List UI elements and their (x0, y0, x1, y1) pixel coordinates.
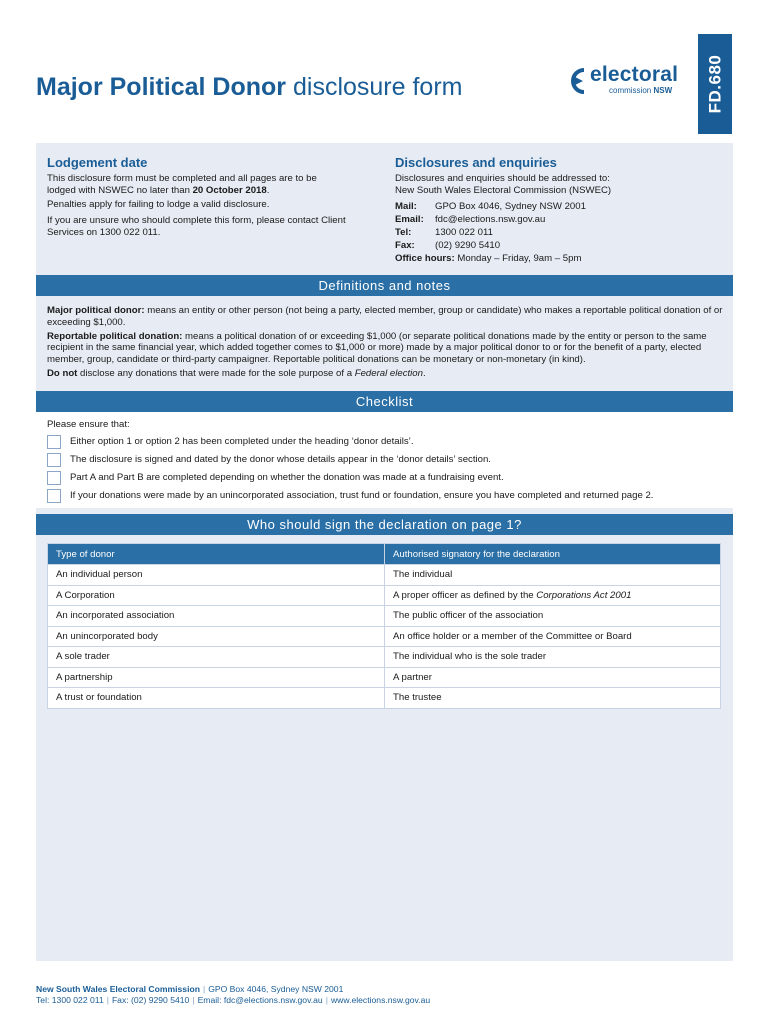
title-bold: Major Political Donor (36, 73, 287, 101)
footer-fax: Fax: (02) 9290 5410 (111, 995, 190, 1005)
signatory-cell: The individual (385, 565, 721, 586)
def3-term: Do not (47, 367, 78, 379)
checklist-item-label: Part A and Part B are completed depending on whether the donation was made at a fundraising event. (70, 472, 504, 483)
logo-sub-light: commission (609, 86, 652, 95)
form-code-tab (698, 34, 732, 134)
footer-address: GPO Box 4046, Sydney NSW 2001 (208, 984, 344, 994)
logo-word: electoral (590, 63, 679, 86)
donor-type-cell: A partnership (48, 667, 385, 688)
mail-label: Mail: (395, 201, 417, 212)
signatory-cell: The individual who is the sole trader (385, 647, 721, 668)
table-header-row (48, 544, 721, 565)
column-header-donor-type: Type of donor (48, 544, 385, 565)
checkbox[interactable] (47, 471, 61, 485)
def3-end: . (422, 367, 426, 379)
checklist-heading: Checklist (36, 391, 733, 412)
checklist-item-label: If your donations were made by an unincorporated association, trust fund or foundation, ensure you have completed and returned page 2. (70, 490, 654, 501)
enquiries-intro: Disclosures and enquiries should be addressed to: (395, 173, 610, 184)
checkbox[interactable] (47, 435, 61, 449)
form-panel (36, 143, 733, 961)
signatory-cell: An office holder or a member of the Committee or Board (385, 626, 721, 647)
fax-row (395, 240, 500, 252)
column-header-signatory: Authorised signatory for the declaration (385, 544, 721, 565)
contact-note: If you are unsure who should complete this form, please contact Client Services on 1300 022 011. (47, 215, 346, 238)
donor-type-cell: An incorporated association (48, 606, 385, 627)
footer-org: New South Wales Electoral Commission (36, 984, 200, 994)
logo-sub-bold: NSW (653, 86, 673, 95)
signatory-cell: A partner (385, 667, 721, 688)
mail-row (395, 201, 586, 213)
lodgement-end: . (266, 185, 270, 196)
footer-separator: | (325, 995, 328, 1005)
lodgement-text: This disclosure form must be completed and all pages are to be lodged with NSWEC no later than (47, 173, 317, 196)
tel-row (395, 227, 493, 239)
footer-line-1 (36, 984, 430, 995)
info-section (36, 143, 733, 271)
def3-text: disclose any donations that were made for the sole purpose of a (77, 367, 355, 379)
footer-line-2 (36, 995, 430, 1006)
table-row (48, 565, 721, 586)
table-row (48, 688, 721, 709)
tel-value: 1300 022 011 (435, 227, 493, 238)
table-row (48, 647, 721, 668)
footer-separator: | (106, 995, 109, 1005)
def1-text: means an entity or other person (not being a party, elected member, group or candidate) who makes a reportable political donation of or exceeding $1,000. (47, 305, 723, 328)
tel-label: Tel: (395, 227, 412, 238)
donor-type-cell: An individual person (48, 565, 385, 586)
email-row (395, 214, 545, 226)
signatory-cell: The public officer of the association (385, 606, 721, 627)
table-row (48, 585, 721, 606)
table-row (48, 626, 721, 647)
fax-value: (02) 9290 5410 (435, 240, 501, 251)
definition-reportable (47, 331, 725, 366)
signatory-table (47, 543, 721, 709)
checklist-item-label: Either option 1 or option 2 has been completed under the heading ‘donor details’. (70, 436, 414, 447)
lodgement-deadline (47, 173, 347, 197)
title-light: disclosure form (292, 73, 463, 101)
page-title (36, 73, 462, 102)
signatory-cell (385, 585, 721, 606)
donor-type-cell: A trust or foundation (48, 688, 385, 709)
donor-type-cell: A Corporation (48, 585, 385, 606)
logo-mark-icon (566, 66, 590, 96)
hours-label: Office hours: (395, 253, 455, 264)
enquiries-org: New South Wales Electoral Commission (NSWEC) (395, 185, 612, 196)
table-row (48, 667, 721, 688)
def1-term: Major political donor: (47, 305, 145, 316)
enquiries-heading: Disclosures and enquiries (395, 155, 557, 170)
donor-type-cell: An unincorporated body (48, 626, 385, 647)
form-code: FD.680 (705, 54, 724, 114)
definition-federal-note (47, 368, 725, 380)
hours-value: Monday – Friday, 9am – 5pm (457, 253, 582, 264)
footer-email[interactable]: Email: fdc@elections.nsw.gov.au (197, 995, 323, 1005)
checkbox[interactable] (47, 453, 61, 467)
logo-subtitle (609, 86, 672, 95)
definitions-body (47, 305, 725, 382)
footer-website-link[interactable]: www.elections.nsw.gov.au (330, 995, 431, 1005)
table-row (48, 606, 721, 627)
footer-tel: Tel: 1300 022 011 (36, 995, 104, 1005)
mail-value: GPO Box 4046, Sydney NSW 2001 (435, 201, 586, 212)
footer-separator: | (202, 984, 206, 994)
penalties-note: Penalties apply for failing to lodge a valid disclosure. (47, 199, 270, 210)
checklist-item-label: The disclosure is signed and dated by the donor whose details appear in the ‘donor details’ section. (70, 454, 491, 465)
checkbox[interactable] (47, 489, 61, 503)
lodgement-date: 20 October 2018 (192, 185, 267, 196)
checklist-intro: Please ensure that: (47, 419, 130, 430)
corporations-act: Corporations Act 2001 (536, 589, 632, 601)
signatory-text: A proper officer as defined by the (393, 589, 537, 601)
fax-label: Fax: (395, 240, 415, 251)
def2-term: Reportable political donation: (47, 330, 183, 342)
definition-major-donor (47, 305, 725, 329)
donor-type-cell: A sole trader (48, 647, 385, 668)
signatory-cell: The trustee (385, 688, 721, 709)
nswec-logo (566, 64, 692, 98)
hours-row (395, 253, 581, 265)
definitions-heading: Definitions and notes (36, 275, 733, 296)
footer-separator: | (192, 995, 195, 1005)
def3-italic: Federal election (354, 367, 423, 379)
def2-text: means a political donation of or exceeding $1,000 (or separate political donations made by the entity or person to the same recipient in the same financial year, which added together comes to $1,000 or more) made by a major political donor to or for the benefit of a party, elected member, group, candidate or third-party campaigner. Reportable political donations can be monetary or non-monetary (in kind). (47, 330, 707, 366)
email-label: Email: (395, 214, 424, 225)
lodgement-heading: Lodgement date (47, 155, 148, 170)
email-value[interactable]: fdc@elections.nsw.gov.au (435, 214, 546, 225)
page-footer (36, 984, 430, 1006)
signatory-heading: Who should sign the declaration on page 1? (36, 514, 733, 535)
